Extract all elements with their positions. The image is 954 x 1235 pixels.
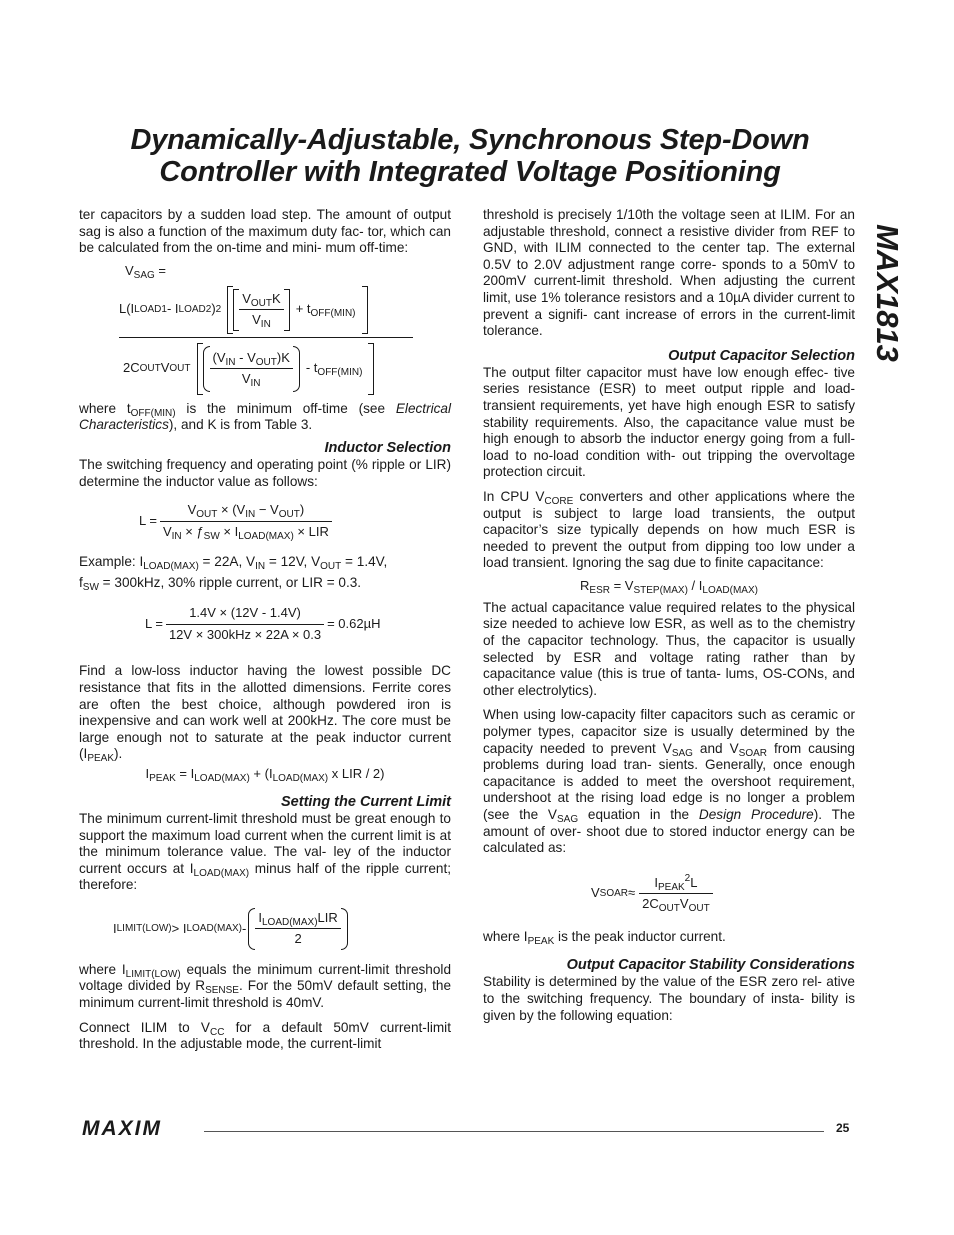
left-column xyxy=(79,207,451,1061)
title-line-1: Dynamically-Adjustable, Synchronous Step-Down xyxy=(130,124,810,156)
bracket-right xyxy=(368,343,374,395)
text: is the peak inductor current. xyxy=(554,928,726,944)
eq-text: × (V xyxy=(217,502,246,518)
paragraph xyxy=(483,929,855,946)
eq-text: L = xyxy=(145,616,163,632)
eq-sub: LOAD(MAX) xyxy=(194,772,250,784)
equation-l xyxy=(79,492,451,550)
text: ). The amount of over- shoot due to stored inductor energy can be calculated as: xyxy=(483,807,856,856)
eq-sup: 2 xyxy=(684,872,691,884)
eq-sub: OUT xyxy=(688,903,710,915)
eq-sub: ESR xyxy=(589,584,610,596)
eq-sub: OUT xyxy=(255,356,277,368)
text: The minimum current-limit threshold must be great enough to support the maximum load current when the current limit is at the minimum tolerance value. The val- ley of the inductor current occurs at I xyxy=(79,810,451,876)
eq-sub: LOAD(MAX) xyxy=(272,772,329,784)
section-heading-stability: Output Capacitor Stability Considerations xyxy=(566,957,855,974)
eq-text: V xyxy=(591,885,600,901)
eq-sub: IN xyxy=(225,356,236,368)
paragraph xyxy=(79,811,451,894)
paragraph xyxy=(79,962,451,1012)
text: = 1.4V, xyxy=(341,554,388,570)
text: where I xyxy=(483,928,528,944)
text: In CPU V xyxy=(483,488,545,504)
paragraph: The switching frequency and operating point (% ripple or LIR) determine the inductor value as follows: xyxy=(79,456,451,489)
title-line-2: Controller with Integrated Voltage Positioning xyxy=(159,156,781,188)
text: equals the minimum current-limit threshold voltage divided by R xyxy=(79,961,452,994)
fraction-bar xyxy=(119,337,413,338)
fraction xyxy=(255,910,340,948)
text: Find a low-loss inductor having the lowest possible DC resistance that fits in the allotted dimensions. Ferrite cores are often the best choice, although powdered iron is inexpensive and can work well at 200kHz. The core must be large enough not to saturate at the peak inductor current (I xyxy=(79,663,451,762)
eq-text: )K xyxy=(276,349,290,365)
right-column xyxy=(483,207,855,1032)
eq-text: × LIR xyxy=(293,523,329,539)
section-heading-output-capacitor: Output Capacitor Selection xyxy=(668,347,855,364)
section-heading-current-limit: Setting the Current Limit xyxy=(281,793,451,810)
text-sub: PEAK xyxy=(87,753,114,765)
eq-sub: OUT xyxy=(658,903,680,915)
eq-text: = V xyxy=(609,577,634,593)
eq-denominator: 12V × 300kHz × 22A × 0.3 xyxy=(168,626,322,642)
eq-text: = I xyxy=(175,765,195,781)
eq-text: ≈ xyxy=(628,885,636,901)
page-number: 25 xyxy=(836,1121,850,1135)
eq-sub: SW xyxy=(203,530,220,542)
paren-right xyxy=(293,346,300,392)
bracket-right xyxy=(284,289,290,331)
text-sub: PEAK xyxy=(527,935,555,947)
paragraph: The output filter capacitor must have low enough effec- tive series resistance (ESR) to meet output ripple and load-transient requirements, yet have high enough ESR to satisfy stability requirements. Also, the capacitance value must be high enough to absorb the inductor energy going from a full-load to no-load condition with- out tripping the overvoltage protection circuit. xyxy=(483,364,855,480)
eq-text: V xyxy=(162,523,172,539)
equation-ipeak xyxy=(79,766,451,788)
text: minus half of the ripple current; therefore: xyxy=(79,860,452,893)
equation-resr xyxy=(483,574,855,600)
eq-text: K xyxy=(272,290,281,306)
eq-numerator: 1.4V × (12V - 1.4V) xyxy=(166,605,324,625)
eq-text: V xyxy=(242,290,251,306)
eq-text: V xyxy=(241,371,251,387)
text: is the minimum off-time (see xyxy=(175,400,396,416)
text: from causing problems during load tran- sients. Generally, once enough capacitance is added to meet the overshoot requirement, undershoot at the rising load edge is no longer a problem (see the V xyxy=(483,740,855,822)
eq-sub: LOAD(MAX) xyxy=(702,584,758,596)
eq-text: - I xyxy=(166,301,179,317)
part-number-label: MAX1813 xyxy=(870,224,905,362)
text-sub: LOAD(MAX) xyxy=(143,561,199,573)
eq-sub: PEAK xyxy=(657,881,685,893)
equation-vsag: $V_{SAG}$ = L(I LOAD1 - I LOAD2 ) 2 $\frac{V_{OUT}K}{V_{IN}}$ + $t_{OFF(MIN)}$ 2C OUT V OUT $\frac{(V_{IN} - V_{OUT})K}{V_{IN}}$ - $t_{OFF(MIN)}$ xyxy=(79,259,451,401)
eq-text: - xyxy=(242,920,247,936)
text-sub: SOAR xyxy=(738,747,767,759)
fraction xyxy=(210,350,293,388)
text-emphasis: Electrical Characteristics xyxy=(79,400,452,433)
text-sub: IN xyxy=(255,561,266,573)
text: equation in the xyxy=(578,807,699,822)
text: and V xyxy=(692,740,739,756)
eq-sub: IN xyxy=(245,509,256,521)
eq-text: V xyxy=(252,312,261,328)
eq-text: L = xyxy=(139,512,157,528)
eq-text: × I xyxy=(219,523,239,539)
text-sub: SW xyxy=(82,581,99,593)
eq-text: (V xyxy=(212,349,226,365)
eq-text: = 0.62µH xyxy=(327,616,381,632)
text: ), and K is from Table 3. xyxy=(168,417,313,433)
eq-text: x LIR / 2) xyxy=(328,765,385,781)
eq-text: - V xyxy=(235,349,256,365)
eq-sub: SAG xyxy=(133,269,155,281)
text-sub: CC xyxy=(209,1026,225,1038)
text: = 300kHz, 30% ripple current, or LIR = 0.3. xyxy=(98,574,362,590)
fraction xyxy=(166,605,324,643)
text-sub: CORE xyxy=(544,495,574,507)
text: . For the 50mV default setting, the minimum current-limit threshold is 40mV. xyxy=(79,978,452,1011)
text: Example: I xyxy=(79,554,144,570)
eq-text: V xyxy=(125,262,134,278)
eq-text: L xyxy=(690,874,698,890)
text-sub: LIMIT(LOW) xyxy=(125,968,181,980)
eq-sub: IN xyxy=(260,319,271,331)
fraction xyxy=(160,502,332,540)
footer-divider xyxy=(204,1131,824,1132)
eq-text: + (I xyxy=(249,765,273,781)
paren-right xyxy=(341,908,348,950)
text: = 12V, V xyxy=(265,554,321,570)
eq-text: 2C xyxy=(642,896,659,912)
paragraph xyxy=(79,554,451,571)
text: = 22A, V xyxy=(198,554,256,570)
text-emphasis: Design Procedure xyxy=(698,807,814,822)
text-sub: SENSE xyxy=(205,985,239,997)
eq-text: LIR xyxy=(317,909,338,925)
section-heading-inductor: Inductor Selection xyxy=(324,439,451,456)
eq-sub: IN xyxy=(250,378,261,390)
eq-text: V xyxy=(160,360,170,376)
eq-sub: PEAK xyxy=(149,772,176,784)
text-sub: LOAD(MAX) xyxy=(193,867,250,879)
fraction xyxy=(639,872,713,915)
equation-l-example xyxy=(79,593,451,655)
paragraph xyxy=(79,401,451,434)
eq-text: V xyxy=(679,896,689,912)
eq-text: I xyxy=(113,920,117,936)
text: ). xyxy=(114,746,123,762)
eq-text: R xyxy=(580,577,590,593)
paragraph: ter capacitors by a sudden load step. The amount of output sag is also a function of the maximum duty fac- tor, which can be calculated from the on-time and mini- mum off-time: xyxy=(79,207,451,256)
eq-text: L(I xyxy=(119,301,135,317)
eq-text: I xyxy=(145,765,150,781)
bracket-left xyxy=(197,343,203,395)
text: converters and other applications where the output is subject to large load transients, the output capacitor’s size typically depends on how much ESR is needed to prevent the output from dipping too low under a load transient. Ignoring the sag due to finite capacitance: xyxy=(483,488,855,571)
text: for a default 50mV current-limit threshold. In the adjustable mode, the current-limit xyxy=(79,1019,451,1052)
page-title xyxy=(70,124,870,188)
eq-text: − V xyxy=(255,502,279,518)
equation-vsoar: V SOAR ≈ $\frac{I_{PEAK}^2L}{2C_{OUT}V_{OUT}}$ xyxy=(483,859,855,929)
eq-text: × ƒ xyxy=(181,523,204,539)
eq-text: = xyxy=(154,262,167,278)
eq-text: + t xyxy=(295,301,311,317)
paragraph: The actual capacitance value required relates to the physical size needed to achieve low ESR, as well as to the chemistry of the capacitor technology. Thus, the capacitor is usually selected by ESR and voltage rating rather than by capacitance value (this is true of tanta- lums, OS-CONs, and other electrolytics). xyxy=(483,599,855,698)
side-part-number xyxy=(870,208,905,378)
text: Connect ILIM to V xyxy=(79,1019,210,1035)
paragraph xyxy=(79,663,451,763)
eq-text: - t xyxy=(305,360,318,376)
maxim-logo: MAXIM xyxy=(82,1117,162,1140)
eq-sub: LOAD(MAX) xyxy=(261,916,318,928)
paren-left xyxy=(248,908,255,950)
eq-sub: OUT xyxy=(250,297,273,309)
text-sub: SAG xyxy=(671,747,693,759)
eq-sub: LOAD(MAX) xyxy=(238,530,294,542)
paragraph: Stability is determined by the value of the ESR zero rel- ative to the switching frequency. The boundary of insta- bility is given by the following equation: xyxy=(483,974,855,1023)
text: When using low-capacity filter capacitors such as ceramic or polymer types, capacitor size is usually determined by the capacity needed to prevent V xyxy=(483,707,855,756)
text: where I xyxy=(79,961,126,977)
eq-text: V xyxy=(187,502,197,518)
eq-denominator: 2 xyxy=(294,931,302,947)
text: f xyxy=(79,574,83,590)
paragraph xyxy=(79,1020,451,1053)
text: where t xyxy=(79,400,131,416)
equation-ilimit: I LIMIT(LOW) > I LOAD(MAX) - $\frac{I_{LOAD(MAX)}LIR}{2}$ xyxy=(79,896,451,962)
paragraph xyxy=(483,707,855,856)
eq-text: / I xyxy=(687,577,703,593)
eq-text: > I xyxy=(171,920,187,936)
paragraph: threshold is precisely 1/10th the voltage seen at ILIM. For an adjustable threshold, connect a resistive divider from REF to GND, with ILIM connected to the center tap. The external 0.5V to 2.0V adjustment range corre- sponds to a 50mV to 200mV current-limit threshold. When adjusting the current limit, use 1% tolerance resistors and a 10µA divider current to prevent a signifi- cant increase of errors in the current-limit tolerance. xyxy=(483,207,855,339)
eq-sub: STEP(MAX) xyxy=(633,584,688,596)
eq-sub: OUT xyxy=(278,509,300,521)
eq-sub: OUT xyxy=(196,509,218,521)
paragraph xyxy=(483,489,855,572)
eq-text: I xyxy=(654,874,658,890)
text-sub: OUT xyxy=(320,561,342,573)
bracket-right xyxy=(362,286,368,334)
text-sub: SAG xyxy=(556,814,579,825)
paren-left xyxy=(203,346,210,392)
eq-sub: IN xyxy=(171,530,182,542)
eq-text: I xyxy=(258,909,262,925)
eq-sub: OFF(MIN) xyxy=(317,367,363,379)
fraction xyxy=(239,291,283,329)
eq-text: 2C xyxy=(123,360,140,376)
eq-sub: OFF(MIN) xyxy=(310,308,356,320)
text-sub: OFF(MIN) xyxy=(130,407,176,419)
paragraph xyxy=(79,575,451,592)
eq-text: ) xyxy=(299,502,305,518)
